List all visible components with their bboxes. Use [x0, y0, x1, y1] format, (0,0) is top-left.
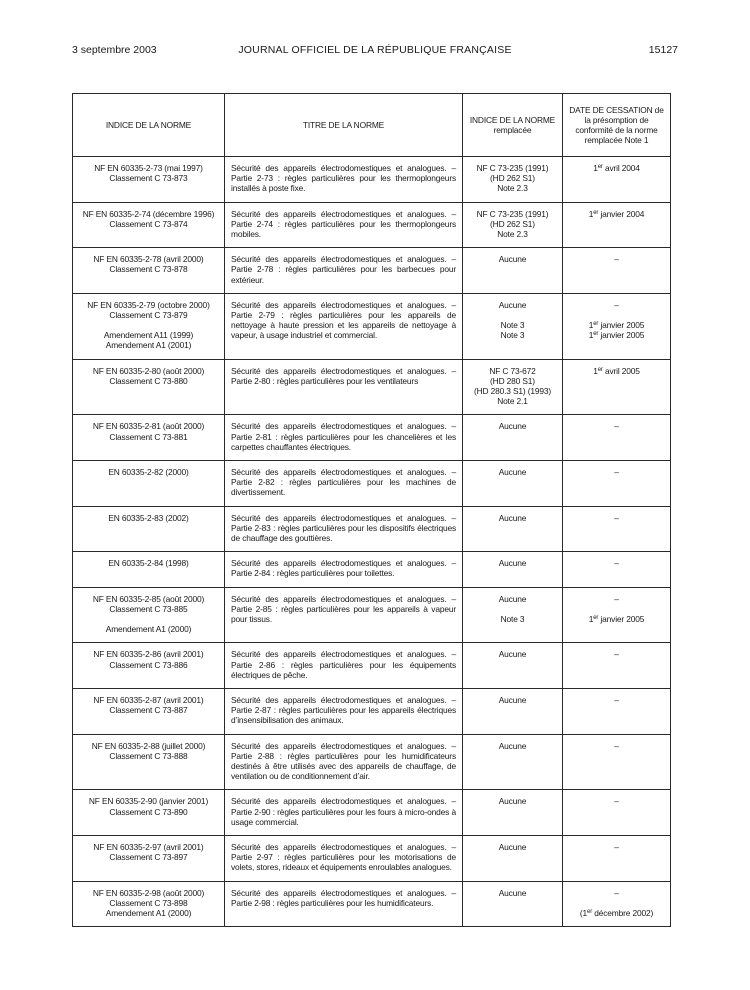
norm-index-cell	[73, 157, 225, 203]
table-row	[73, 790, 671, 836]
norm-index: NF EN 60335-2-73 (mai 1997)	[94, 163, 203, 173]
table-row	[73, 734, 671, 790]
norm-index-cell	[73, 835, 225, 881]
norm-index-cell	[73, 506, 225, 552]
cessation-date: –	[614, 694, 619, 705]
replaced-norm: NF C 73-235 (1991)	[476, 163, 549, 173]
norm-title-cell	[225, 461, 463, 507]
replaced-norm: Note 2.1	[497, 396, 528, 407]
replaced-norm: Aucune	[498, 512, 527, 523]
amendment-replaced: Note 3	[500, 320, 525, 331]
norm-title-cell	[225, 359, 463, 415]
table-row	[73, 835, 671, 881]
norm-title: Sécurité des appareils électrodomestiques et analogues. – Partie 2-74 : règles particulières pour les thermoplongeurs mobiles.	[231, 208, 456, 240]
replaced-norm: NF C 73-235 (1991)	[476, 208, 549, 219]
table-row	[73, 688, 671, 734]
replaced-norm: Aucune	[498, 467, 527, 478]
table-row	[73, 506, 671, 552]
norm-index: Classement C 73-878	[109, 264, 188, 275]
replaced-norm-cell	[463, 202, 563, 248]
replaced-norm-cell	[463, 359, 563, 415]
replaced-norm-cell	[463, 248, 563, 294]
norm-index-cell	[73, 790, 225, 836]
cessation-date-cell	[563, 248, 671, 294]
norm-index-cell	[73, 587, 225, 643]
cessation-date-cell	[563, 734, 671, 790]
amendment-index: Amendement A1 (2000)	[105, 624, 192, 635]
norm-index: NF EN 60335-2-88 (juillet 2000)	[91, 740, 206, 751]
cessation-date: –	[614, 593, 619, 604]
replaced-norm-cell	[463, 688, 563, 734]
cessation-date: –	[614, 512, 619, 523]
norm-index: NF EN 60335-2-81 (août 2000)	[92, 421, 205, 432]
amendment-block	[79, 624, 218, 634]
replaced-norm: Aucune	[498, 299, 527, 310]
norm-index: EN 60335-2-83 (2002)	[108, 512, 189, 523]
journal-title: JOURNAL OFFICIEL DE LA RÉPUBLIQUE FRANÇAISE	[238, 44, 512, 56]
norm-title: Sécurité des appareils électrodomestiques et analogues. – Partie 2-86 : règles particulières pour les équipements électriques de pêche.	[231, 649, 456, 680]
table-header-row	[73, 94, 671, 157]
replaced-norm: Aucune	[498, 649, 527, 660]
norm-index: Classement C 73-885	[109, 603, 188, 614]
norm-index: Classement C 73-886	[109, 659, 188, 670]
cessation-date-cell	[563, 835, 671, 881]
norm-title: Sécurité des appareils électrodomestiques et analogues. – Partie 2-83 : règles particulières pour les dispositifs électriques de chauffage des gouttières.	[231, 512, 456, 544]
amendment-block	[569, 614, 664, 624]
table-row	[73, 552, 671, 587]
amendment-date: 1er janvier 2005	[588, 320, 645, 331]
norm-title: Sécurité des appareils électrodomestiques et analogues. – Partie 2-97 : règles particulières pour les motorisations de volets, stores, rideaux et équipements enroulables analogues.	[231, 841, 456, 873]
norm-title: Sécurité des appareils électrodomestiques et analogues. – Partie 2-80 : règles particulières pour les ventilateurs	[231, 365, 456, 386]
replaced-norm: Aucune	[498, 841, 527, 852]
norm-index: NF EN 60335-2-86 (avril 2001)	[93, 649, 204, 660]
table-row	[73, 881, 671, 927]
replaced-norm-cell	[463, 461, 563, 507]
table-body	[73, 157, 671, 927]
amendment-date: 1er janvier 2005	[588, 613, 645, 624]
norm-index-cell	[73, 293, 225, 359]
cessation-date-cell	[563, 881, 671, 927]
norm-title: Sécurité des appareils électrodomestiques et analogues. – Partie 2-82 : règles particulières pour les machines de divertissement.	[231, 467, 456, 498]
cessation-date: (1er décembre 2002)	[579, 907, 654, 918]
table-row	[73, 359, 671, 415]
norm-title: Sécurité des appareils électrodomestiques et analogues. – Partie 2-73 : règles particulières pour les thermoplongeurs installés à poste fixe.	[231, 163, 456, 194]
table-row	[73, 461, 671, 507]
norm-title-cell	[225, 552, 463, 587]
norm-index: EN 60335-2-82 (2000)	[108, 467, 189, 478]
cessation-date: –	[614, 299, 619, 310]
table-row	[73, 293, 671, 359]
norm-index: Classement C 73-880	[109, 375, 188, 386]
norm-index: Classement C 73-874	[109, 218, 188, 229]
cessation-date-cell	[563, 506, 671, 552]
replaced-norm-cell	[463, 157, 563, 203]
norm-index: Classement C 73-887	[109, 705, 188, 716]
norm-index-cell	[73, 688, 225, 734]
norm-index-cell	[73, 359, 225, 415]
replaced-norm-cell	[463, 506, 563, 552]
replaced-norm-cell	[463, 734, 563, 790]
cessation-date	[569, 898, 664, 908]
replaced-norm: Aucune	[498, 421, 527, 432]
table-row	[73, 643, 671, 689]
norm-index: NF EN 60335-2-78 (avril 2000)	[93, 254, 204, 265]
norm-title-cell	[225, 881, 463, 927]
norm-title-cell	[225, 157, 463, 203]
replaced-norm-cell	[463, 835, 563, 881]
norm-title: Sécurité des appareils électrodomestiques et analogues. – Partie 2-88 : règles particulières pour les humidificateurs destinés à être utilisés avec des appareils de chauffage, de ventilation ou de conditionnement d’air.	[231, 740, 456, 782]
cessation-date-cell	[563, 359, 671, 415]
cessation-date: –	[614, 740, 619, 751]
norm-index-cell	[73, 202, 225, 248]
norm-title-cell	[225, 202, 463, 248]
norm-index: NF EN 60335-2-79 (octobre 2000)	[87, 299, 210, 310]
norm-index: NF EN 60335-2-85 (août 2000)	[92, 593, 205, 604]
norm-index-cell	[73, 881, 225, 927]
cessation-date: –	[614, 887, 619, 898]
norm-title: Sécurité des appareils électrodomestiques et analogues. – Partie 2-90 : règles particulières pour les fours à micro-ondes à usage commercial.	[231, 796, 456, 827]
issue-date: 3 septembre 2003	[72, 44, 157, 56]
amendment-replaced: Note 3	[500, 330, 525, 341]
norm-index: Classement C 73-897	[109, 852, 188, 863]
cessation-date-cell	[563, 587, 671, 643]
replaced-norm: (HD 280.3 S1) (1993)	[473, 386, 552, 397]
table-row	[73, 202, 671, 248]
norm-index: Classement C 73-881	[109, 431, 188, 442]
norm-index: NF EN 60335-2-74 (décembre 1996)	[82, 208, 215, 219]
cessation-date: 1er avril 2005	[593, 365, 640, 376]
table-row	[73, 248, 671, 294]
norm-title: Sécurité des appareils électrodomestiques et analogues. – Partie 2-84 : règles particulières pour toilettes.	[231, 558, 456, 579]
replaced-norm-cell	[463, 881, 563, 927]
norm-index-cell	[73, 643, 225, 689]
norm-title-cell	[225, 734, 463, 790]
norm-title: Sécurité des appareils électrodomestiques et analogues. – Partie 2-85 : règles particulières pour les appareils à vapeur pour tissus.	[231, 593, 456, 625]
page-header	[72, 44, 678, 58]
amendment-index: Amendement A1 (2001)	[105, 340, 192, 351]
norm-index: NF EN 60335-2-97 (avril 2001)	[93, 841, 204, 852]
amendment-replaced: Note 3	[500, 613, 525, 624]
cessation-date: –	[614, 841, 619, 852]
norm-index-cell	[73, 461, 225, 507]
cessation-date-cell	[563, 643, 671, 689]
col-header-index: INDICE DE LA NORME	[73, 94, 225, 157]
amendment-index: Amendement A11 (1999)	[103, 330, 194, 341]
norm-index: Classement C 73-898	[109, 897, 188, 908]
col-header-replaced: INDICE DE LA NORME remplacée	[463, 94, 563, 157]
norm-index-cell	[73, 248, 225, 294]
amendment-date: 1er janvier 2005	[588, 330, 645, 341]
norm-index-cell	[73, 552, 225, 587]
norm-title-cell	[225, 790, 463, 836]
norm-index: EN 60335-2-84 (1998)	[108, 558, 189, 569]
norm-title: Sécurité des appareils électrodomestiques et analogues. – Partie 2-78 : règles particulières pour les barbecues pour extérieur.	[231, 254, 456, 285]
amendment-block	[79, 330, 218, 350]
cessation-date: –	[614, 796, 619, 807]
replaced-norm: (HD 262 S1)	[490, 218, 535, 229]
cessation-date: –	[614, 421, 619, 432]
norm-title-cell	[225, 688, 463, 734]
replaced-norm-cell	[463, 552, 563, 587]
norm-title-cell	[225, 415, 463, 461]
norm-index-cell	[73, 734, 225, 790]
cessation-date-cell	[563, 157, 671, 203]
norm-title-cell	[225, 587, 463, 643]
cessation-date: 1er avril 2004	[593, 163, 640, 173]
page-number: 15127	[648, 44, 678, 56]
cessation-date: –	[614, 558, 619, 569]
replaced-norm: Note 2.3	[497, 229, 528, 240]
replaced-norm-cell	[463, 643, 563, 689]
amendment-block	[569, 320, 664, 340]
table-row	[73, 157, 671, 203]
cessation-date: –	[614, 467, 619, 478]
cessation-date-cell	[563, 461, 671, 507]
norm-title-cell	[225, 643, 463, 689]
norm-title: Sécurité des appareils électrodomestiques et analogues. – Partie 2-81 : règles particulières pour les chancelières et les carpettes chauffantes électriques.	[231, 421, 456, 452]
replaced-norm: NF C 73-672	[489, 365, 536, 376]
replaced-norm-cell	[463, 415, 563, 461]
cessation-date-cell	[563, 790, 671, 836]
cessation-date-cell	[563, 202, 671, 248]
norm-title-cell	[225, 293, 463, 359]
replaced-norm: Aucune	[498, 740, 527, 751]
replaced-norm-cell	[463, 293, 563, 359]
norm-index: Classement C 73-890	[109, 806, 188, 817]
norm-index: Classement C 73-888	[109, 750, 188, 761]
cessation-date: 1er janvier 2004	[588, 208, 645, 219]
cessation-date-cell	[563, 293, 671, 359]
replaced-norm: Aucune	[498, 558, 527, 569]
norm-title: Sécurité des appareils électrodomestiques et analogues. – Partie 2-79 : règles particulières pour les appareils de nettoyage à haute pression et les appareils de nettoyage à vapeur, à usage industriel et commercial.	[231, 299, 456, 341]
replaced-norm: Aucune	[498, 796, 527, 807]
replaced-norm: (HD 280 S1)	[490, 375, 535, 386]
col-header-date: DATE DE CESSATION de la présomption de conformité de la norme remplacée Note 1	[563, 94, 671, 157]
norm-index: NF EN 60335-2-87 (avril 2001)	[93, 694, 204, 705]
replaced-norm: Aucune	[498, 254, 527, 265]
norm-title: Sécurité des appareils électrodomestiques et analogues. – Partie 2-98 : règles particulières pour les humidificateurs.	[231, 887, 456, 908]
replaced-norm: Aucune	[498, 887, 527, 898]
cessation-date-cell	[563, 688, 671, 734]
cessation-date: –	[614, 649, 619, 660]
col-header-title: TITRE DE LA NORME	[225, 94, 463, 157]
cessation-date: –	[614, 254, 619, 265]
norm-index: NF EN 60335-2-90 (janvier 2001)	[88, 796, 209, 807]
norm-title-cell	[225, 835, 463, 881]
replaced-norm-cell	[463, 587, 563, 643]
standards-table	[72, 93, 671, 927]
norm-index: Classement C 73-879	[109, 310, 188, 321]
amendment-block	[469, 614, 556, 624]
table-row	[73, 587, 671, 643]
norm-index-cell	[73, 415, 225, 461]
norm-index: NF EN 60335-2-80 (août 2000)	[92, 365, 205, 376]
cessation-date-cell	[563, 415, 671, 461]
replaced-norm: Aucune	[498, 694, 527, 705]
replaced-norm-cell	[463, 790, 563, 836]
table-row	[73, 415, 671, 461]
cessation-date-cell	[563, 552, 671, 587]
norm-title-cell	[225, 506, 463, 552]
replaced-norm: Aucune	[498, 593, 527, 604]
norm-title-cell	[225, 248, 463, 294]
norm-title: Sécurité des appareils électrodomestiques et analogues. – Partie 2-87 : règles particulières pour les appareils électriques d’insensibilisation des animaux.	[231, 694, 456, 726]
norm-index: NF EN 60335-2-98 (août 2000)	[92, 887, 205, 898]
norm-index: Classement C 73-873	[109, 173, 188, 184]
replaced-norm: Note 2.3	[497, 183, 528, 194]
amendment-block	[469, 320, 556, 340]
replaced-norm: (HD 262 S1)	[490, 173, 535, 184]
norm-index: Amendement A1 (2000)	[105, 907, 192, 918]
